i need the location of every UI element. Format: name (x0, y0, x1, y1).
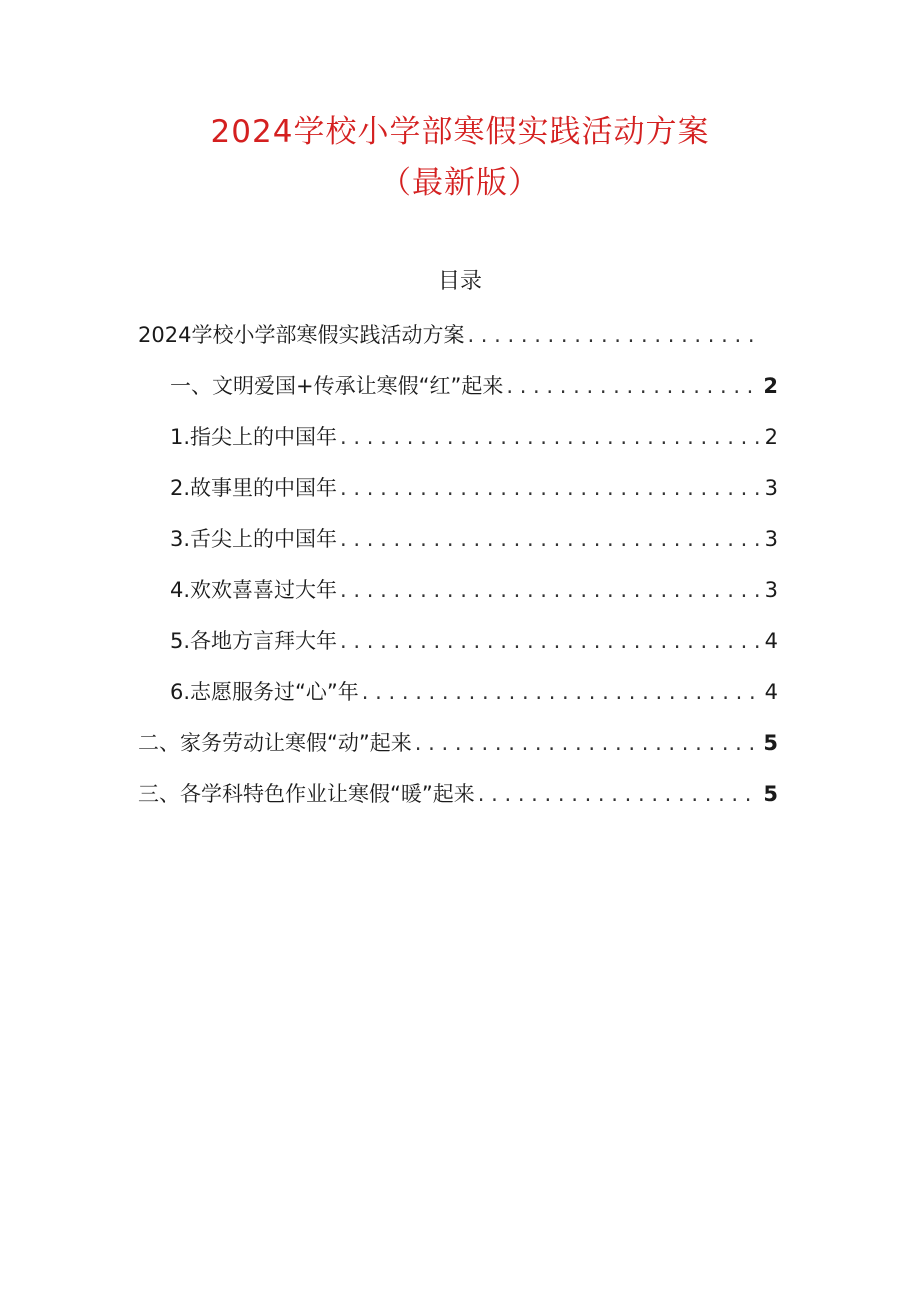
toc-entry[interactable] (138, 726, 778, 777)
toc-entry[interactable] (170, 471, 778, 522)
toc-entry[interactable] (170, 369, 778, 420)
toc-page-number: 2 (763, 374, 778, 398)
toc-entry-label: 二、家务劳动让寒假“动”起来 (138, 731, 412, 755)
toc-dot-leader (340, 420, 759, 454)
toc-entry-label: 三、各学科特色作业让寒假“暖”起来 (138, 782, 475, 806)
toc-dot-leader (506, 369, 759, 403)
toc-page-number: 2 (764, 425, 778, 449)
toc-dot-leader (415, 726, 759, 760)
toc-dot-leader (340, 471, 759, 505)
toc-entry[interactable] (138, 777, 778, 828)
toc-dot-leader (467, 318, 759, 352)
toc-entry[interactable] (170, 522, 778, 573)
document-subtitle: （最新版） (380, 165, 540, 201)
document-title: 2024学校小学部寒假实践活动方案 (210, 114, 710, 150)
toc-heading: 目录 (437, 269, 482, 294)
toc-entry-label: 一、文明爱国+传承让寒假“红”起来 (170, 374, 504, 398)
toc-entry[interactable] (170, 573, 778, 624)
toc-page-number: 3 (764, 578, 778, 602)
toc-dot-leader (340, 624, 759, 658)
table-of-contents (0, 318, 920, 828)
toc-entry[interactable] (170, 624, 778, 675)
toc-entry-label: 4.欢欢喜喜过大年 (170, 578, 338, 602)
toc-entry[interactable] (170, 420, 778, 471)
toc-page-number: 4 (764, 680, 778, 704)
toc-entry-label: 2024学校小学部寒假实践活动方案 (138, 323, 465, 347)
toc-entry-label: 2.故事里的中国年 (170, 476, 338, 500)
toc-page-number: 3 (764, 476, 778, 500)
toc-entry-label: 1.指尖上的中国年 (170, 425, 338, 449)
toc-page-number: 3 (764, 527, 778, 551)
toc-dot-leader (340, 573, 759, 607)
toc-entry[interactable] (170, 675, 778, 726)
toc-dot-leader (478, 777, 759, 811)
toc-page-number: 4 (764, 629, 778, 653)
toc-dot-leader (362, 675, 759, 709)
toc-entry-label: 3.舌尖上的中国年 (170, 527, 338, 551)
toc-entry-label: 6.志愿服务过“心”年 (170, 680, 359, 704)
toc-page-number: 5 (763, 731, 778, 755)
toc-page-number: 5 (763, 782, 778, 806)
toc-entry[interactable] (138, 318, 778, 369)
toc-entry-label: 5.各地方言拜大年 (170, 629, 338, 653)
toc-dot-leader (340, 522, 759, 556)
